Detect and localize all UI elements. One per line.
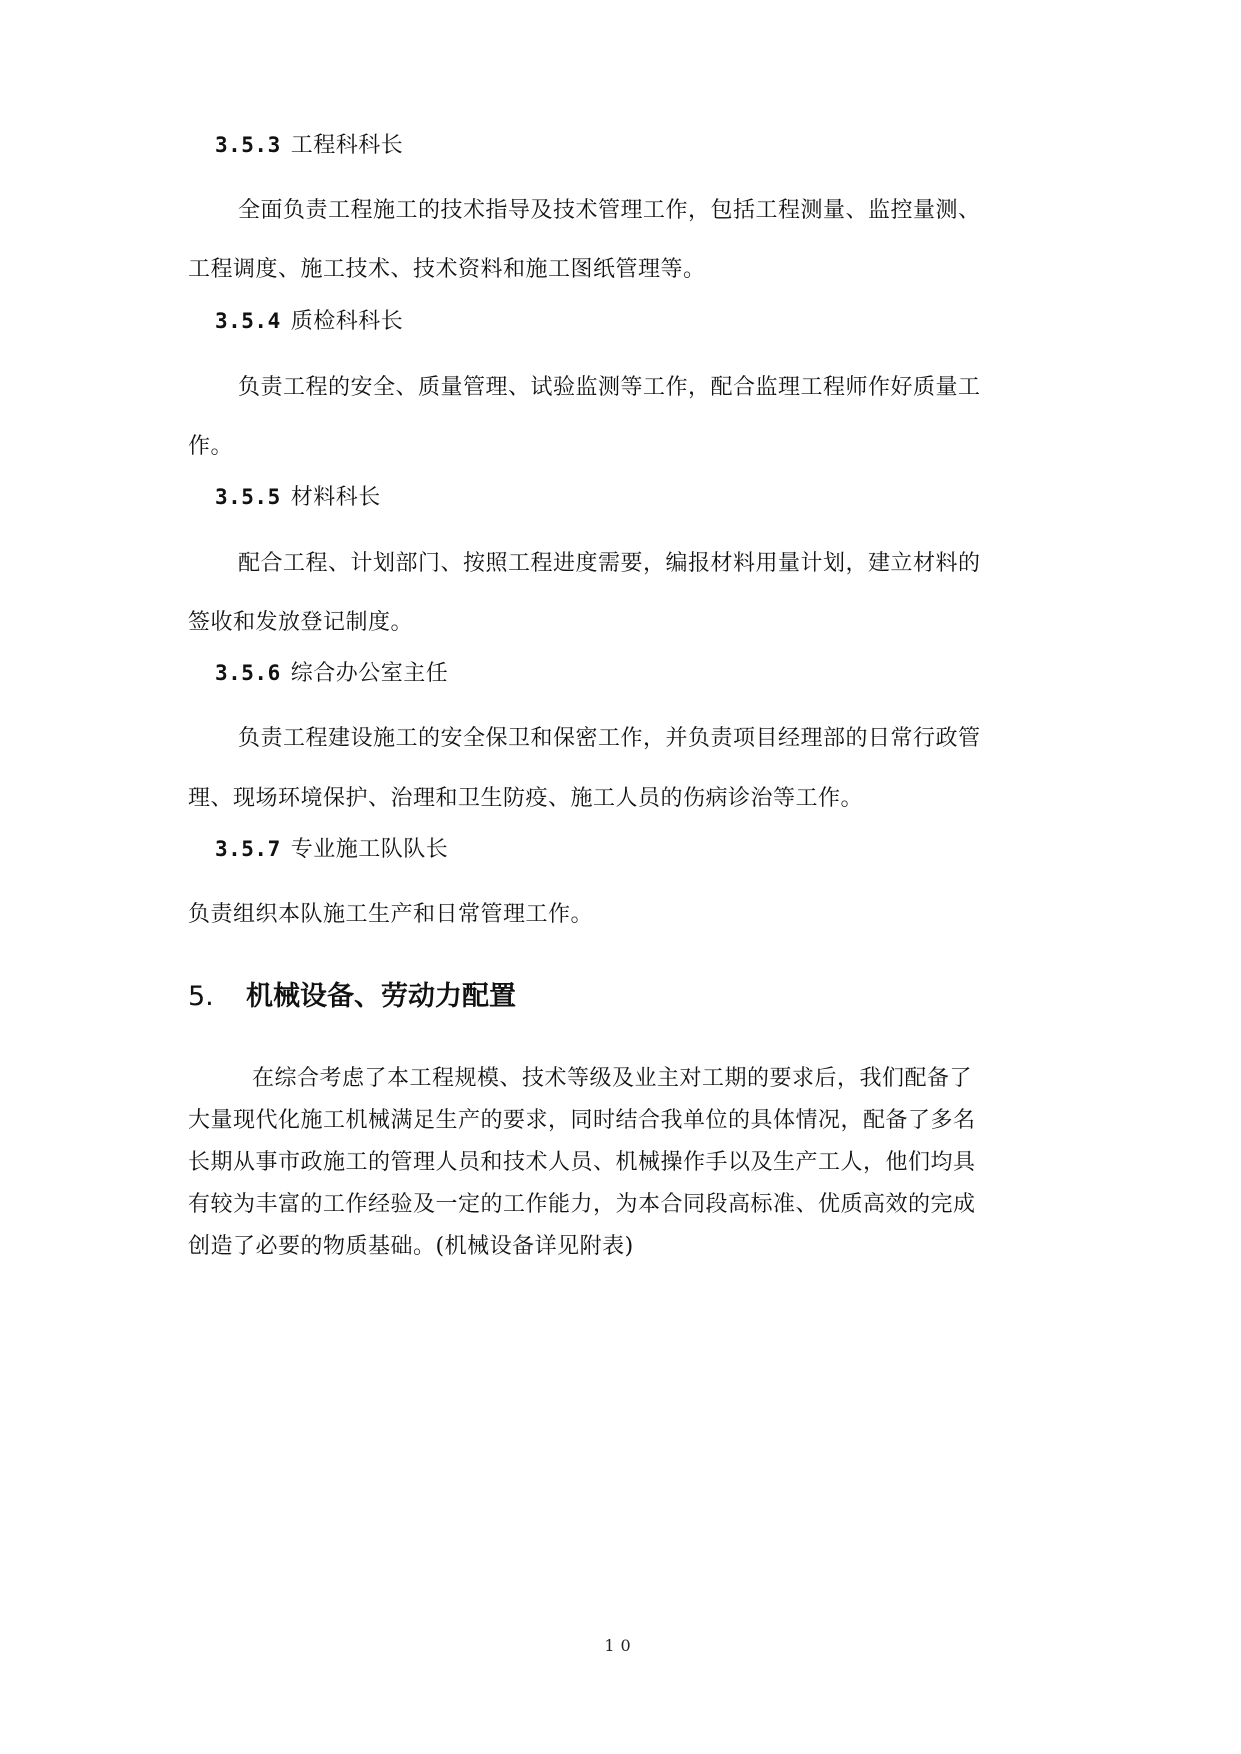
paragraph-line: 负责工程建设施工的安全保卫和保密工作，并负责项目经理部的日常行政管 <box>238 726 981 751</box>
paragraph-line: 创造了必要的物质基础。(机械设备详见附表) <box>188 1234 634 1259</box>
paragraph-line: 负责组织本队施工生产和日常管理工作。 <box>188 902 594 927</box>
sub-heading-number: 3.5.4 <box>215 309 281 333</box>
sub-heading-number: 3.5.7 <box>215 837 281 861</box>
sub-heading-3-5-5 <box>215 482 381 513</box>
sub-heading-3-5-3 <box>215 130 403 161</box>
paragraph-line: 工程调度、施工技术、技术资料和施工图纸管理等。 <box>188 257 706 282</box>
section-title: 机械设备、劳动力配置 <box>246 981 516 1012</box>
section-number: 5. <box>188 981 214 1012</box>
paragraph-line: 有较为丰富的工作经验及一定的工作能力，为本合同段高标准、优质高效的完成 <box>188 1192 976 1217</box>
sub-heading-3-5-7 <box>215 834 448 865</box>
sub-heading-3-5-4 <box>215 306 403 337</box>
paragraph-line: 大量现代化施工机械满足生产的要求，同时结合我单位的具体情况，配备了多名 <box>188 1108 976 1133</box>
page-number: 10 <box>604 1636 637 1655</box>
sub-heading-number: 3.5.3 <box>215 133 281 157</box>
paragraph-line: 作。 <box>188 434 234 459</box>
sub-heading-number: 3.5.6 <box>215 661 281 685</box>
sub-heading-3-5-6 <box>215 658 448 689</box>
paragraph-line: 长期从事市政施工的管理人员和技术人员、机械操作手以及生产工人，他们均具 <box>188 1150 976 1175</box>
sub-heading-title: 专业施工队队长 <box>290 837 449 862</box>
sub-heading-title: 综合办公室主任 <box>290 661 449 686</box>
sub-heading-number: 3.5.5 <box>215 485 281 509</box>
paragraph-line: 签收和发放登记制度。 <box>188 610 414 635</box>
sub-heading-title: 工程科科长 <box>290 133 404 158</box>
sub-heading-title: 质检科科长 <box>290 309 404 334</box>
section-heading-5 <box>188 980 516 1014</box>
paragraph-line: 全面负责工程施工的技术指导及技术管理工作，包括工程测量、监控量测、 <box>238 198 981 223</box>
paragraph-line: 负责工程的安全、质量管理、试验监测等工作，配合监理工程师作好质量工 <box>238 375 981 400</box>
paragraph-line: 配合工程、计划部门、按照工程进度需要，编报材料用量计划，建立材料的 <box>238 551 981 576</box>
sub-heading-title: 材料科长 <box>290 485 381 510</box>
paragraph-line: 在综合考虑了本工程规模、技术等级及业主对工期的要求后，我们配备了 <box>252 1066 973 1091</box>
paragraph-line: 理、现场环境保护、治理和卫生防疫、施工人员的伤病诊治等工作。 <box>188 786 864 811</box>
